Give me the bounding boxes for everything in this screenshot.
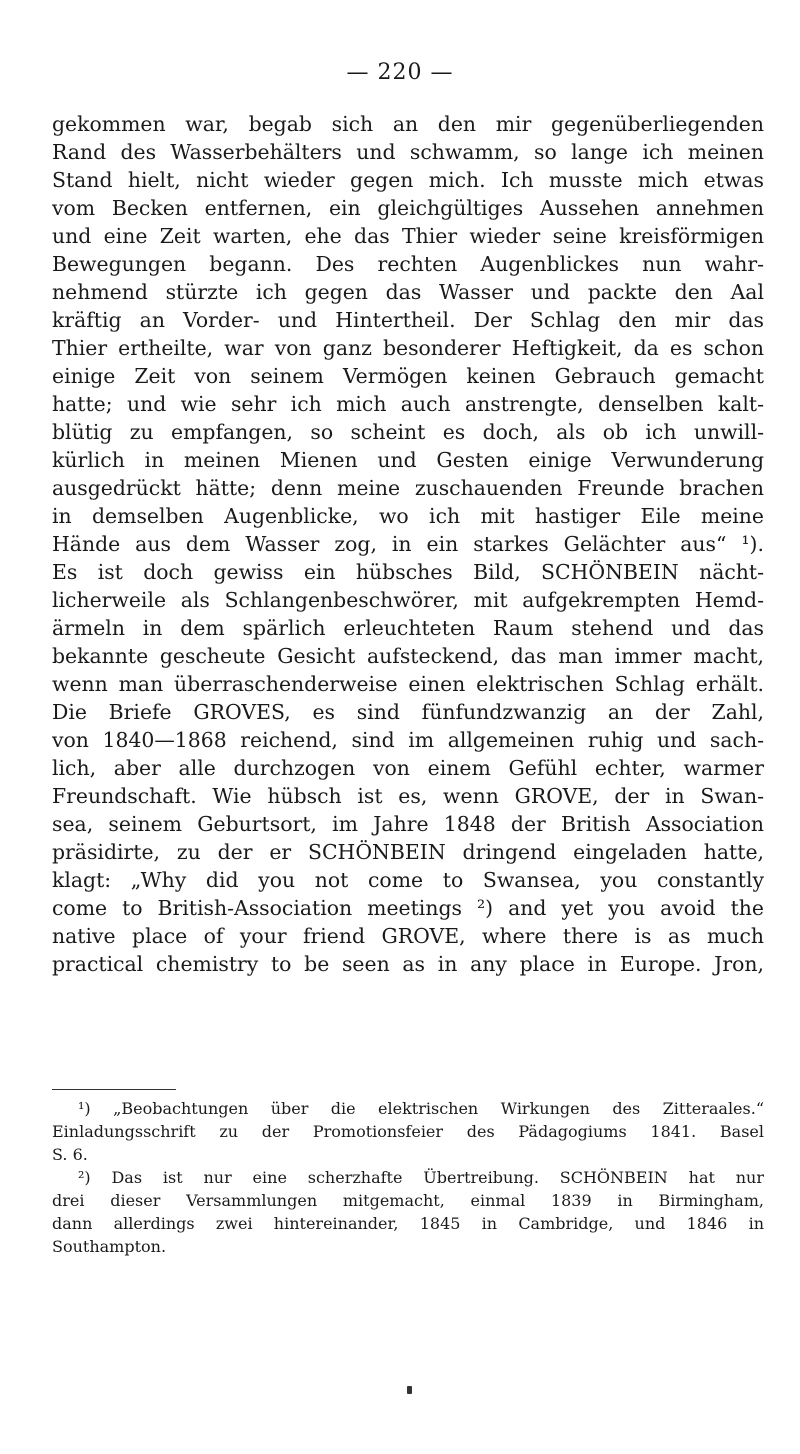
body-line: ärmeln in dem spärlich erleuchteten Raum stehend und das [52,616,764,640]
body-line: Bewegungen begann. Des rechten Augenblickes nun wahr- [52,252,764,276]
body-line: von 1840—1868 reichend, sind im allgemeinen ruhig und sach- [52,728,764,752]
body-line: ausgedrückt hätte; denn meine zuschauenden Freunde brachen [52,476,764,500]
footnotes [52,1097,764,1258]
body-line: Die Briefe GROVES, es sind fünfundzwanzig an der Zahl, [52,700,764,724]
body-line: native place of your friend GROVE, where there is as much [52,924,764,948]
body-line: klagt: „Why did you not come to Swansea, you constantly [52,868,764,892]
body-line: sea, seinem Geburtsort, im Jahre 1848 der British Association [52,812,764,836]
body-line: präsidirte, zu der er SCHÖNBEIN dringend eingeladen hatte, [52,840,764,864]
body-line: Thier ertheilte, war von ganz besonderer Heftigkeit, da es schon [52,336,764,360]
body-line: blütig zu empfangen, so scheint es doch, als ob ich unwill- [52,420,764,444]
footnote-line: Einladungsschrift zu der Promotionsfeier des Pädagogiums 1841. Basel [52,1122,764,1141]
page-number: — 220 — [346,60,454,85]
body-line: einige Zeit von seinem Vermögen keinen Gebrauch gemacht [52,364,764,388]
body-line: licherweile als Schlangenbeschwörer, mit aufgekrempten Hemd- [52,588,764,612]
body-line: kräftig an Vorder- und Hintertheil. Der Schlag den mir das [52,308,764,332]
body-text [52,110,764,978]
body-line: Hände aus dem Wasser zog, in ein starkes Gelächter aus“ ¹). [52,532,764,556]
ink-mark [407,1386,412,1394]
body-line: kürlich in meinen Mienen und Gesten einige Verwunderung [52,448,764,472]
body-line: vom Becken entfernen, ein gleichgültiges Aussehen annehmen [52,196,764,220]
footnote-line: dann allerdings zwei hintereinander, 1845 in Cambridge, und 1846 in [52,1214,764,1233]
body-line: bekannte gescheute Gesicht aufsteckend, das man immer macht, [52,644,764,668]
footnote-line: S. 6. [52,1145,88,1164]
body-line: lich, aber alle durchzogen von einem Gefühl echter, warmer [52,756,764,780]
body-line: gekommen war, begab sich an den mir gegenüberliegenden [52,112,764,136]
body-line: nehmend stürzte ich gegen das Wasser und packte den Aal [52,280,764,304]
body-line: und eine Zeit warten, ehe das Thier wieder seine kreisförmigen [52,224,764,248]
footnote-divider [52,1089,176,1090]
body-line: practical chemistry to be seen as in any place in Europe. Jron, [52,952,764,976]
body-line: come to British-Association meetings ²) and yet you avoid the [52,896,764,920]
footnote-line: ¹) „Beobachtungen über die elektrischen Wirkungen des Zitteraales.“ [78,1099,764,1118]
footnote-line: ²) Das ist nur eine scherzhafte Übertreibung. SCHÖNBEIN hat nur [78,1168,764,1187]
body-line: hatte; und wie sehr ich mich auch anstrengte, denselben kalt- [52,392,764,416]
body-line: Es ist doch gewiss ein hübsches Bild, SCHÖNBEIN nächt- [52,560,764,584]
footnote-line: Southampton. [52,1237,167,1256]
body-line: Freundschaft. Wie hübsch ist es, wenn GROVE, der in Swan- [52,784,764,808]
body-line: in demselben Augenblicke, wo ich mit hastiger Eile meine [52,504,764,528]
body-line: Rand des Wasserbehälters und schwamm, so lange ich meinen [52,140,764,164]
body-line: wenn man überraschenderweise einen elektrischen Schlag erhält. [52,672,764,696]
body-line: Stand hielt, nicht wieder gegen mich. Ich musste mich etwas [52,168,764,192]
footnote-line: drei dieser Versammlungen mitgemacht, einmal 1839 in Birmingham, [52,1191,764,1210]
